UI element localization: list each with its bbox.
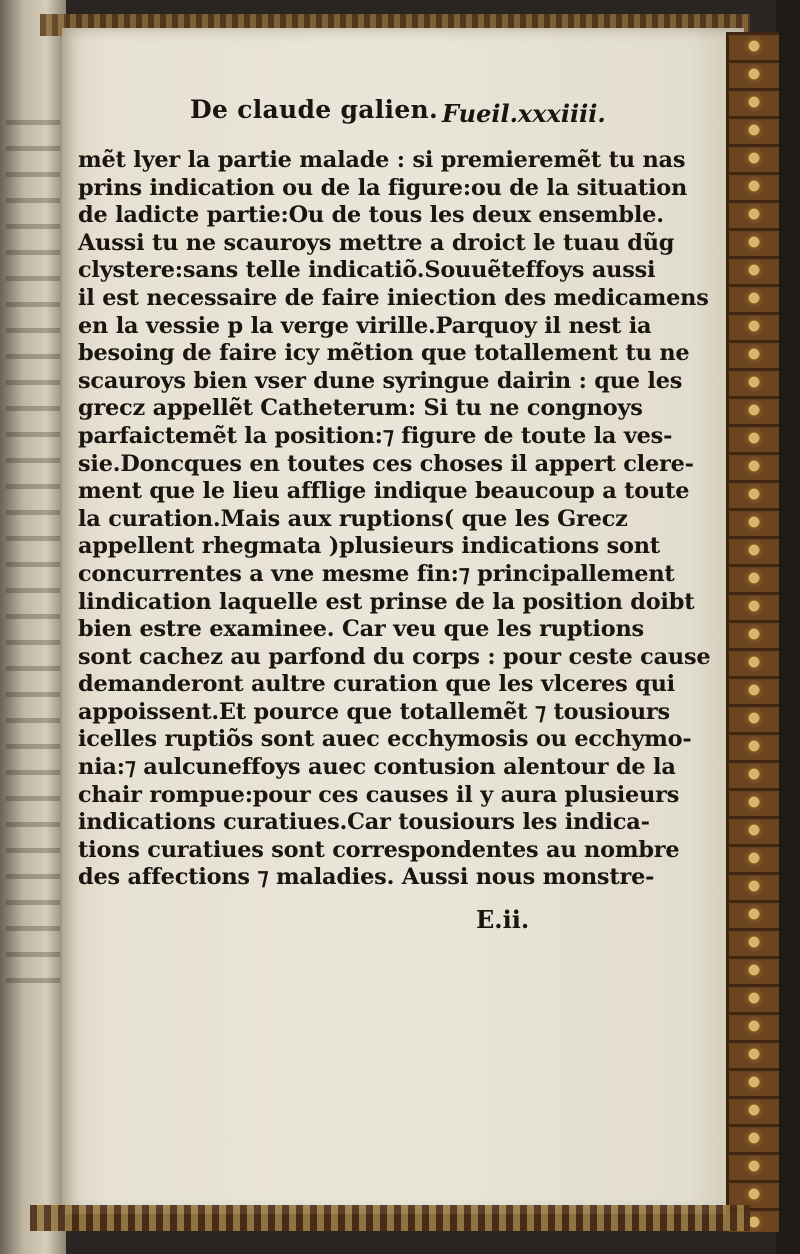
text-line: chair rompue:pour ces causes il y aura plusieurs: [78, 781, 680, 808]
text-line: appellent rhegmata )plusieurs indications sont: [78, 533, 660, 560]
text-line: bien estre examinee. Car veu que les ruptions: [78, 616, 644, 643]
text-line: appoissent.Et pource que totallemẽt ⁊ tousiours: [78, 698, 670, 725]
text-line: icelles ruptiõs sont auec ecchymosis ou ecchymo-: [78, 726, 692, 753]
body-text: [78, 147, 711, 892]
running-head: De claude galien.: [190, 95, 439, 124]
text-line: concurrentes a vne mesme fin:⁊ principallement: [78, 560, 675, 587]
previous-page-edge: [0, 0, 66, 1254]
text-line: lindication laquelle est prinse de la position doibt: [78, 588, 695, 615]
text-line: indications curatiues.Car tousiours les indica-: [78, 809, 650, 836]
text-line: clystere:sans telle indicatiõ.Souuẽteffoys aussi: [78, 257, 656, 284]
text-line: scauroys bien vser dune syringue dairin : que les: [78, 367, 683, 394]
page-header: [78, 95, 626, 135]
text-line: demanderont aultre curation que les vlceres qui: [78, 671, 675, 698]
text-line: en la vessie p la verge virille.Parquoy il nest ia: [78, 312, 652, 339]
text-line: nia:⁊ aulcuneffoys auec contusion alentour de la: [78, 754, 676, 781]
text-line: parfaictemẽt la position:⁊ figure de toute la ves-: [78, 422, 673, 449]
text-line: besoing de faire icy mẽtion que totallement tu ne: [78, 340, 690, 367]
text-line: sie.Doncques en toutes ces choses il appert clere-: [78, 450, 694, 477]
text-line: il est necessaire de faire iniection des medicamens: [78, 284, 709, 311]
text-line: de ladicte partie:Ou de tous les deux ensemble.: [78, 202, 664, 229]
signature-mark: E.ii.: [476, 905, 530, 934]
text-line: tions curatiues sont correspondentes au nombre: [78, 836, 680, 863]
text-line: sont cachez au parfond du corps : pour ceste cause: [78, 643, 711, 670]
background-dark: [776, 0, 800, 1254]
text-line: Aussi tu ne scauroys mettre a droict le tuau dũg: [78, 229, 675, 256]
bleed-through-text: [6, 120, 60, 1000]
folio-number: Fueil.xxxiiii.: [442, 99, 606, 128]
text-line: la curation.Mais aux ruptions( que les Grecz: [78, 505, 628, 532]
bottom-page-edge: [30, 1205, 750, 1231]
text-line: prins indication ou de la figure:ou de la situation: [78, 174, 688, 201]
text-line: mẽt lyer la partie malade : si premieremẽt tu nas: [78, 147, 686, 173]
decorative-border: [726, 32, 779, 1232]
text-line: grecz appellẽt Catheterum: Si tu ne congnoys: [78, 395, 643, 422]
text-block: [78, 95, 711, 934]
text-line: des affections ⁊ maladies. Aussi nous monstre-: [78, 864, 655, 891]
text-line: ment que le lieu afflige indique beaucoup a toute: [78, 478, 690, 505]
